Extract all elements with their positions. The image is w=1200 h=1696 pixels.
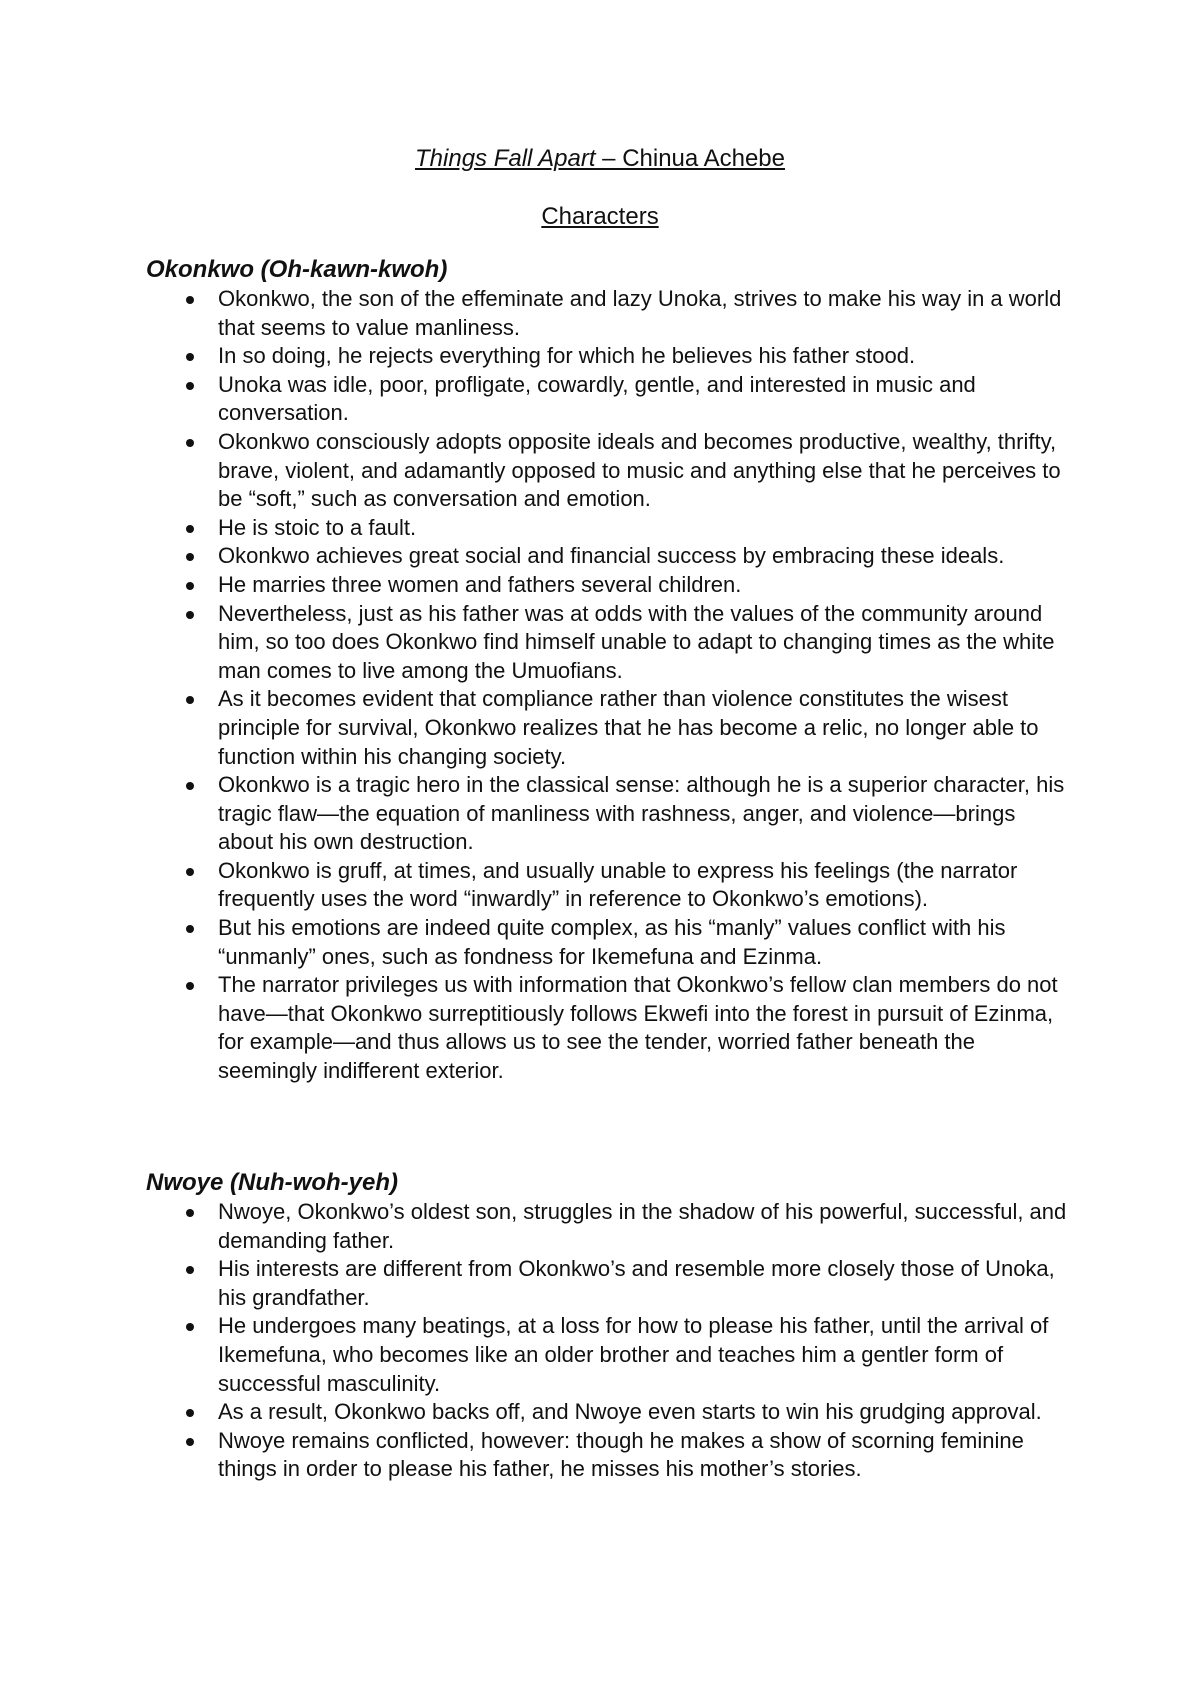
bullet-dot-icon	[186, 1323, 194, 1331]
title-author: – Chinua Achebe	[595, 145, 785, 172]
list-item-text: Okonkwo, the son of the effeminate and lazy Unoka, strives to make his way in a world that seems to value manliness.	[218, 286, 1062, 340]
bullet-list	[146, 1198, 1076, 1484]
list-item-text: Okonkwo is a tragic hero in the classical sense: although he is a superior character, his tragic flaw—the equation of manliness with rashness, anger, and violence—brings about his own destruction.	[218, 772, 1065, 855]
list-item	[146, 771, 1076, 857]
list-item	[146, 342, 1076, 371]
bullet-dot-icon	[186, 868, 194, 876]
bullet-dot-icon	[186, 696, 194, 704]
list-item-text: As a result, Okonkwo backs off, and Nwoye even starts to win his grudging approval.	[218, 1399, 1042, 1425]
document-title	[0, 144, 1200, 174]
bullet-dot-icon	[186, 1409, 194, 1417]
section-heading: Nwoye (Nuh-woh-yeh)	[146, 1169, 398, 1196]
list-item-text: Okonkwo achieves great social and financial success by embracing these ideals.	[218, 543, 1005, 569]
bullet-dot-icon	[186, 296, 194, 304]
bullet-dot-icon	[186, 982, 194, 990]
list-item-text: He undergoes many beatings, at a loss for how to please his father, until the arrival of Ikemefuna, who becomes like an older brother and teaches him a gentler form of successful masculinity.	[218, 1313, 1049, 1396]
list-item	[146, 1427, 1076, 1484]
list-item-text: He is stoic to a fault.	[218, 514, 417, 540]
list-item	[146, 1198, 1076, 1255]
bullet-dot-icon	[186, 439, 194, 447]
list-item	[146, 1312, 1076, 1398]
bullet-dot-icon	[186, 782, 194, 790]
list-item	[146, 1255, 1076, 1312]
section-okonkwo	[146, 255, 1076, 1086]
list-item	[146, 857, 1076, 914]
list-item	[146, 542, 1076, 571]
list-item-text: But his emotions are indeed quite complex, as his “manly” values conflict with his “unmanly” ones, such as fondness for Ikemefuna and Ezinma.	[218, 915, 1006, 969]
list-item-text: Nwoye remains conflicted, however: though he makes a show of scorning feminine things in order to please his father, he misses his mother’s stories.	[218, 1427, 1024, 1482]
list-item-text: He marries three women and fathers several children.	[218, 571, 742, 597]
list-item-text: In so doing, he rejects everything for which he believes his father stood.	[218, 343, 916, 369]
list-item	[146, 971, 1076, 1085]
list-item-text: The narrator privileges us with information that Okonkwo’s fellow clan members do not have—that Okonkwo surreptitiously follows Ekwefi into the forest in pursuit of Ezinma, for example—and thus allows us to see the tender, worried father beneath the seemingly indifferent exterior.	[218, 972, 1058, 1084]
list-item	[146, 428, 1076, 514]
bullet-dot-icon	[186, 1209, 194, 1217]
list-item-text: Nwoye, Okonkwo’s oldest son, struggles in the shadow of his powerful, successful, and demanding father.	[218, 1199, 1067, 1253]
list-item	[146, 514, 1076, 543]
list-item	[146, 571, 1076, 600]
list-item	[146, 914, 1076, 971]
section-heading: Okonkwo (Oh-kawn-kwoh)	[146, 256, 448, 283]
section-nwoye	[146, 1168, 1076, 1484]
list-item	[146, 1398, 1076, 1427]
bullet-dot-icon	[186, 382, 194, 390]
bullet-dot-icon	[186, 553, 194, 561]
list-item-text: Nevertheless, just as his father was at odds with the values of the community around him, so too does Okonkwo find himself unable to adapt to changing times as the white man comes to live among the Umuofians.	[218, 600, 1055, 683]
title-book-name: Things Fall Apart	[415, 145, 596, 172]
list-item-text: Unoka was idle, poor, profligate, cowardly, gentle, and interested in music and conversation.	[218, 371, 976, 426]
bullet-dot-icon	[186, 525, 194, 533]
bullet-list	[146, 285, 1076, 1086]
list-item-text: As it becomes evident that compliance rather than violence constitutes the wisest principle for survival, Okonkwo realizes that he has become a relic, no longer able to function within his changing society.	[218, 686, 1039, 769]
list-item-text: Okonkwo is gruff, at times, and usually unable to express his feelings (the narrator frequently uses the word “inwardly” in reference to Okonkwo’s emotions).	[218, 857, 1018, 912]
bullet-dot-icon	[186, 1438, 194, 1446]
list-item	[146, 600, 1076, 686]
bullet-dot-icon	[186, 611, 194, 619]
bullet-dot-icon	[186, 353, 194, 361]
bullet-dot-icon	[186, 925, 194, 933]
list-item	[146, 685, 1076, 771]
list-item	[146, 371, 1076, 428]
bullet-dot-icon	[186, 1266, 194, 1274]
document-subtitle: Characters	[541, 203, 659, 230]
list-item-text: Okonkwo consciously adopts opposite ideals and becomes productive, wealthy, thrifty, brave, violent, and adamantly opposed to music and anything else that he perceives to be “soft,” such as conversation and emotion.	[218, 428, 1061, 512]
bullet-dot-icon	[186, 582, 194, 590]
list-item	[146, 285, 1076, 342]
list-item-text: His interests are different from Okonkwo’s and resemble more closely those of Unoka, his grandfather.	[218, 1256, 1055, 1310]
